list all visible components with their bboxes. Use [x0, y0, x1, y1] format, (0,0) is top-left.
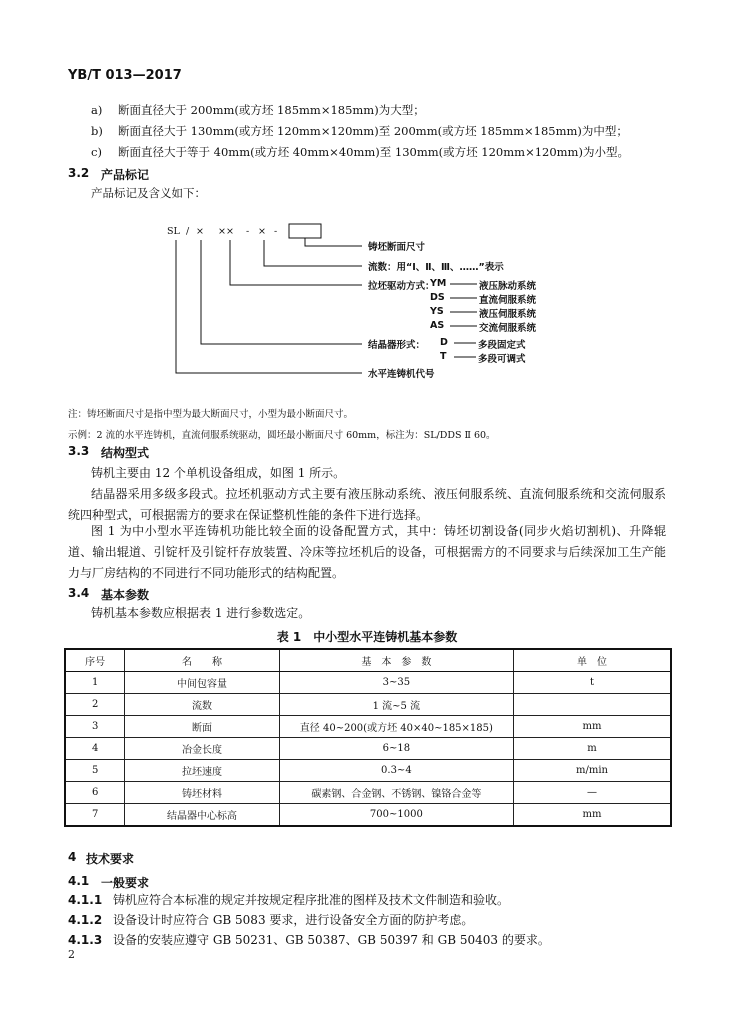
- header-cell: 基 本 参 数: [279, 649, 513, 672]
- paragraph: 铸机主要由 12 个单机设备组成，如图 1 所示。: [91, 466, 346, 480]
- list-item: 断面直径大于 200mm(或方坯 185mm×185mm)为大型；: [118, 103, 425, 117]
- standard-number: YB/T 013—2017: [68, 68, 182, 83]
- label-drive-title: 拉坯驱动方式：: [368, 281, 435, 292]
- clause-number: 4.1.2: [68, 913, 103, 927]
- drive-desc: 交流伺服系统: [479, 323, 537, 334]
- code-drive: ××: [218, 226, 234, 237]
- list-marker: b): [91, 124, 103, 138]
- code-dash: -: [246, 226, 250, 237]
- subsection-title: 一般要求: [101, 876, 150, 890]
- parameter-table: [64, 648, 672, 827]
- table-row: [65, 694, 671, 716]
- drive-code: YM: [430, 278, 447, 289]
- table-cell: 流数: [125, 694, 279, 716]
- label-machine-code: 水平连铸机代号: [368, 369, 435, 380]
- table-row: [65, 760, 671, 782]
- table-cell: m: [514, 738, 671, 760]
- page-number: 2: [68, 948, 75, 961]
- drive-desc: 液压伺服系统: [479, 309, 537, 320]
- table-cell: 0.3~4: [279, 760, 513, 782]
- clause-text: 设备的安装应遵守 GB 50231、GB 50387、GB 50397 和 GB 50403 的要求。: [113, 933, 550, 947]
- section-title: 基本参数: [101, 588, 150, 602]
- section-size-box: [289, 224, 321, 238]
- table-row: [65, 782, 671, 804]
- clause-text: 铸机应符合本标准的规定并按规定程序批准的图样及技术文件制造和验收。: [113, 893, 510, 907]
- table-caption: 表 1 中小型水平连铸机基本参数: [276, 630, 458, 644]
- mold-code: D: [440, 337, 448, 348]
- example: 示例：2 流的水平连铸机，直流伺服系统驱动，圆坯最小断面尺寸 60mm，标注为：SL/DDS Ⅱ 60。: [68, 430, 496, 441]
- table-cell: 1 流~5 流: [279, 694, 513, 716]
- table-cell: t: [514, 672, 671, 694]
- drive-code: YS: [430, 306, 444, 317]
- table-cell: mm: [514, 716, 671, 738]
- leader-section-size: [305, 238, 362, 246]
- leader-machine-code: [176, 240, 362, 373]
- list-item: 断面直径大于等于 40mm(或方坯 40mm×40mm)至 130mm(或方坯 120mm×120mm)为小型。: [118, 145, 629, 159]
- clause-number: 4.1.3: [68, 933, 103, 947]
- table-cell: 4: [65, 738, 125, 760]
- table-cell: 冶金长度: [125, 738, 279, 760]
- list-marker: c): [91, 145, 102, 159]
- clause-text: 设备设计时应符合 GB 5083 要求，进行设备安全方面的防护考虑。: [113, 913, 474, 927]
- table-cell: mm: [514, 804, 671, 827]
- table-row: [65, 672, 671, 694]
- table-cell: 碳素钢、合金钢、不锈钢、镍铬合金等: [279, 782, 513, 804]
- section-title: 结构型式: [101, 446, 150, 460]
- table-cell: 中间包容量: [125, 672, 279, 694]
- table-header-row: [65, 649, 671, 672]
- section-title: 产品标记: [101, 168, 150, 182]
- mold-code: T: [440, 351, 447, 362]
- table-row: [65, 804, 671, 827]
- list-item: 断面直径大于 130mm(或方坯 120mm×120mm)至 200mm(或方坯 185mm×185mm)为中型；: [118, 124, 628, 138]
- paragraph: 图 1 为中小型水平连铸机功能比较全面的设备配置方式，其中：铸坯切割设备(同步火焰切割机)、升降辊道、输出辊道、引锭杆及引锭杆存放装置、冷床等拉坯机后的设备，可根据需方的不同要求与后续深加工生产能力与厂房结构的不同进行不同功能形式的结构配置。: [68, 524, 666, 580]
- table-cell: m/min: [514, 760, 671, 782]
- drive-code: AS: [430, 320, 445, 331]
- table-cell: —: [514, 782, 671, 804]
- leader-mold: [201, 240, 362, 344]
- leader-drive: [230, 240, 362, 285]
- note: 注：铸坯断面尺寸是指中型为最大断面尺寸，小型为最小断面尺寸。: [68, 409, 354, 420]
- section-number: 4: [68, 850, 77, 864]
- section-number: 3.4: [68, 586, 90, 600]
- label-mold-title: 结晶器形式：: [368, 340, 426, 351]
- table-cell: 结晶器中心标高: [125, 804, 279, 827]
- table-cell: 3: [65, 716, 125, 738]
- section-number: 3.3: [68, 444, 90, 458]
- mold-desc: 多段固定式: [478, 340, 526, 351]
- code-sl: SL: [167, 226, 180, 237]
- code-strands: ×: [258, 226, 266, 237]
- table-cell: 1: [65, 672, 125, 694]
- marking-leader-lines: [0, 0, 734, 400]
- leader-strands: [264, 240, 362, 266]
- table-cell: [514, 694, 671, 716]
- drive-desc: 液压脉动系统: [479, 281, 537, 292]
- table-cell: 断面: [125, 716, 279, 738]
- label-section-size: 铸坯断面尺寸: [368, 242, 426, 253]
- mold-desc: 多段可调式: [478, 354, 526, 365]
- code-slash: /: [186, 226, 190, 237]
- drive-code: DS: [430, 292, 445, 303]
- table-cell: 直径 40~200(或方坯 40×40~185×185): [279, 716, 513, 738]
- code-dash: -: [274, 226, 278, 237]
- list-marker: a): [91, 103, 103, 117]
- header-cell: 单 位: [514, 649, 671, 672]
- table-cell: 2: [65, 694, 125, 716]
- table-cell: 7: [65, 804, 125, 827]
- section-intro: 产品标记及含义如下：: [91, 186, 206, 200]
- table-cell: 6~18: [279, 738, 513, 760]
- section-title: 技术要求: [86, 852, 135, 866]
- table-cell: 5: [65, 760, 125, 782]
- label-strands: 流数：用“Ⅰ、Ⅱ、Ⅲ、……”表示: [368, 262, 504, 273]
- table-cell: 6: [65, 782, 125, 804]
- code-mold: ×: [196, 226, 204, 237]
- paragraph: 铸机基本参数应根据表 1 进行参数选定。: [91, 606, 311, 620]
- section-number: 3.2: [68, 166, 90, 180]
- paragraph: 结晶器采用多级多段式。拉坯机驱动方式主要有液压脉动系统、液压伺服系统、直流伺服系统和交流伺服系统四种型式，可根据需方的要求在保证整机性能的条件下进行选择。: [68, 487, 666, 522]
- table-cell: 铸坯材料: [125, 782, 279, 804]
- clause-number: 4.1.1: [68, 893, 103, 907]
- subsection-number: 4.1: [68, 874, 90, 888]
- header-cell: 序号: [65, 649, 125, 672]
- table-cell: 拉坯速度: [125, 760, 279, 782]
- table-row: [65, 738, 671, 760]
- table-row: [65, 716, 671, 738]
- header-cell: 名 称: [125, 649, 279, 672]
- drive-desc: 直流伺服系统: [479, 295, 537, 306]
- table-cell: 700~1000: [279, 804, 513, 827]
- table-cell: 3~35: [279, 672, 513, 694]
